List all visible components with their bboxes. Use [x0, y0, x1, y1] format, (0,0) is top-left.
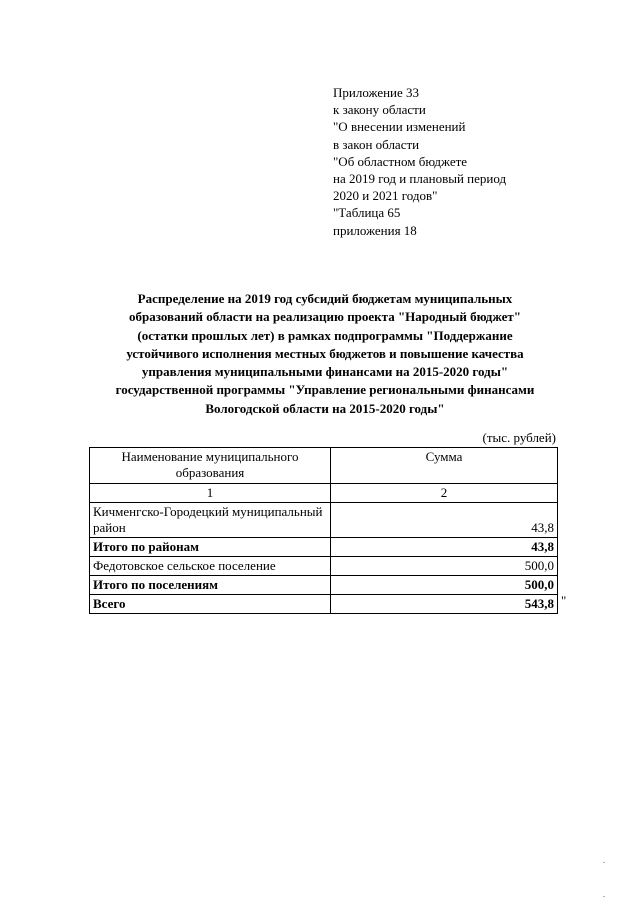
title-line: образований области на реализацию проекта "Народный бюджет" [129, 309, 521, 325]
appendix-line: Приложение 33 [333, 85, 420, 100]
table-row-subtotal [90, 538, 558, 557]
row-amount: 43,8 [331, 538, 558, 557]
appendix-line: 2020 и 2021 годов" [333, 188, 438, 204]
title-line: (остатки прошлых лет) в рамках подпрограммы "Поддержание [137, 327, 513, 343]
appendix-line: "Об областном бюджете [333, 153, 468, 169]
row-name: Кичменгско-Городецкий муниципальный район [90, 503, 331, 538]
table-header-row [90, 448, 558, 484]
margin-mark: . [603, 856, 605, 865]
header-name-cell: Наименование муниципального образования [90, 448, 331, 484]
document-title [95, 290, 555, 418]
units-label: (тыс. рублей) [482, 430, 556, 445]
subsidy-table [89, 447, 558, 614]
appendix-line: на 2019 год и плановый период [333, 171, 507, 187]
appendix-line: в закон области [333, 136, 420, 152]
row-amount: 43,8 [331, 503, 558, 538]
table-row-subtotal [90, 576, 558, 595]
table-row-total [90, 595, 558, 614]
row-name: Итого по районам [90, 538, 331, 557]
margin-mark: . [603, 890, 605, 899]
row-name: Всего [90, 595, 331, 614]
appendix-line: к закону области [333, 102, 426, 118]
table-row [90, 503, 558, 538]
header-amount-cell: Сумма [331, 448, 558, 484]
title-line: государственной программы "Управление региональными финансами [115, 382, 535, 398]
appendix-line: "О внесении изменений [333, 119, 466, 135]
row-amount: 500,0 [331, 557, 558, 576]
row-name: Итого по поселениям [90, 576, 331, 595]
title-line: устойчивого исполнения местных бюджетов и повышение качества [126, 345, 524, 361]
column-number: 2 [331, 484, 558, 503]
column-number: 1 [90, 484, 331, 503]
appendix-line: "Таблица 65 [333, 205, 401, 221]
title-line: Распределение на 2019 год субсидий бюджетам муниципальных [137, 291, 513, 306]
appendix-header [333, 84, 506, 239]
title-line: Вологодской области на 2015-2020 годы" [205, 400, 445, 416]
row-name: Федотовское сельское поселение [90, 557, 331, 576]
appendix-line: приложения 18 [333, 222, 417, 238]
column-number-row [90, 484, 558, 503]
row-amount: 543,8 [331, 595, 558, 614]
title-line: управления муниципальными финансами на 2015-2020 годы" [141, 364, 509, 380]
row-amount: 500,0 [331, 576, 558, 595]
closing-quote: " [561, 593, 567, 608]
table-row [90, 557, 558, 576]
